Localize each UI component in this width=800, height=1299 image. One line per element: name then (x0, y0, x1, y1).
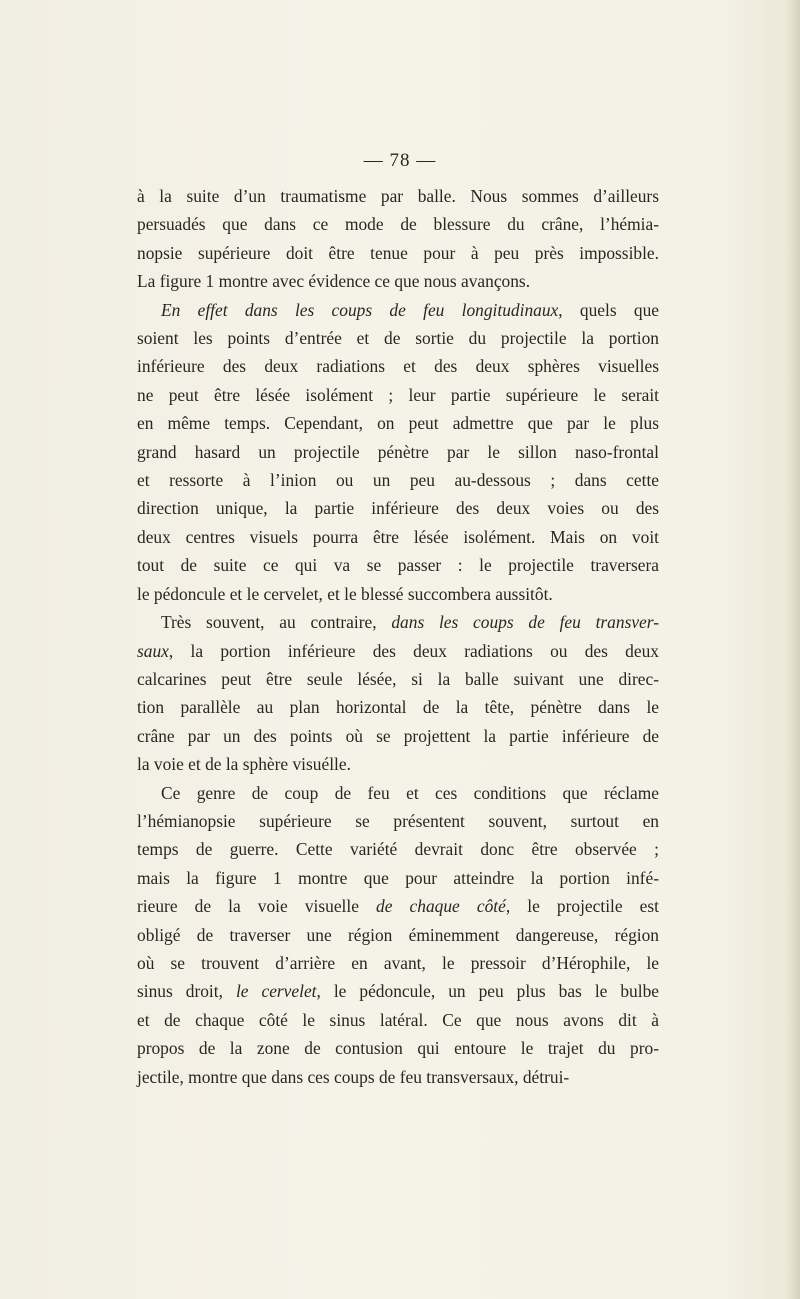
text-line (137, 1034, 659, 1062)
text-segment: obligé de traverser une région éminemment dangereuse, région (137, 924, 659, 945)
text-segment: La figure 1 montre avec évidence ce que nous avançons. (137, 271, 531, 292)
text-line (137, 892, 659, 920)
text-segment: , le pédoncule, un peu plus bas le bulbe (316, 981, 659, 1002)
text-line (137, 637, 659, 665)
text-line (137, 921, 659, 949)
text-line (137, 182, 659, 210)
text-line (137, 608, 659, 636)
text-line (137, 324, 659, 352)
text-segment: jectile, montre que dans ces coups de feu transversaux, détrui- (137, 1066, 570, 1087)
text-segment: mais la figure 1 montre que pour atteindre la portion infé- (137, 867, 659, 888)
italic-text: saux (137, 640, 169, 661)
text-line (137, 296, 659, 324)
text-line (137, 750, 659, 778)
text-segment: crâne par un des points où se projettent la partie inférieure de (137, 725, 659, 746)
text-segment: à la suite d’un traumatisme par balle. Nous sommes d’ailleurs (137, 186, 659, 206)
text-segment: grand hasard un projectile pénètre par le sillon naso-frontal (137, 441, 659, 462)
text-line (137, 352, 659, 380)
italic-text: de chaque côté (376, 896, 506, 917)
text-segment: propos de la zone de contusion qui entoure le trajet du pro- (137, 1038, 659, 1059)
text-segment: calcarines peut être seule lésée, si la balle suivant une direc- (137, 668, 659, 689)
text-line (137, 1063, 659, 1091)
text-line (137, 835, 659, 863)
text-segment: sinus droit, (137, 981, 236, 1002)
paragraph (137, 608, 659, 778)
text-segment: ne peut être lésée isolément ; leur partie supérieure le serait (137, 384, 659, 405)
text-segment: Très souvent, au contraire, (161, 612, 392, 633)
text-segment: nopsie supérieure doit être tenue pour à peu près impossible. (137, 242, 659, 263)
text-segment: tion parallèle au plan horizontal de la tête, pénètre dans le (137, 697, 659, 718)
paragraph (137, 182, 659, 296)
text-line (137, 949, 659, 977)
text-line (137, 409, 659, 437)
text-line (137, 807, 659, 835)
text-segment: en même temps. Cependant, on peut admettre que par le plus (137, 413, 659, 434)
text-segment: , quels que (558, 299, 659, 320)
text-segment: , la portion inférieure des deux radiations ou des deux (168, 640, 659, 661)
italic-text: le cervelet (235, 981, 317, 1002)
text-line (137, 665, 659, 693)
text-line (137, 977, 659, 1005)
text-line (137, 864, 659, 892)
text-segment: inférieure des deux radiations et des deux sphères visuelles (137, 356, 659, 377)
page-edge-shadow (786, 0, 800, 1299)
text-segment: rieure de la voie visuelle (137, 896, 377, 917)
text-segment: temps de guerre. Cette variété devrait donc être observée ; (137, 839, 659, 860)
text-segment: , le projectile est (505, 896, 659, 917)
text-line (137, 494, 659, 522)
body-text (137, 182, 659, 1091)
text-segment: soient les points d’entrée et de sortie du projectile la portion (137, 328, 659, 349)
text-line (137, 551, 659, 579)
italic-text: dans les coups de feu transver- (391, 612, 659, 633)
text-line (137, 381, 659, 409)
text-line (137, 438, 659, 466)
paragraph (137, 296, 659, 608)
text-segment: deux centres visuels pourra être lésée isolément. Mais on voit (137, 526, 659, 547)
text-segment: persuadés que dans ce mode de blessure du crâne, l’hémia- (137, 214, 659, 235)
text-line (137, 580, 659, 608)
text-line (137, 210, 659, 238)
text-segment: et de chaque côté le sinus latéral. Ce que nous avons dit à (137, 1009, 659, 1030)
text-segment: le pédoncule et le cervelet, et le blessé succombera aussitôt. (137, 583, 553, 604)
text-segment: direction unique, la partie inférieure des deux voies ou des (137, 498, 659, 519)
paragraph (137, 779, 659, 1091)
text-segment: l’hémianopsie supérieure se présentent souvent, surtout en (137, 810, 659, 831)
text-segment: où se trouvent d’arrière en avant, le pressoir d’Hérophile, le (137, 952, 659, 973)
text-line (137, 239, 659, 267)
text-line (137, 693, 659, 721)
text-line (137, 523, 659, 551)
italic-text: En effet dans les coups de feu longitudinaux (161, 299, 559, 320)
text-segment: la voie et de la sphère visuélle. (137, 754, 351, 775)
text-segment: Ce genre de coup de feu et ces conditions que réclame (161, 782, 659, 803)
text-segment: et ressorte à l’inion ou un peu au-dessous ; dans cette (137, 470, 659, 491)
text-line (137, 267, 659, 295)
text-line (137, 722, 659, 750)
text-line (137, 779, 659, 807)
text-segment: tout de suite ce qui va se passer : le projectile traversera (137, 555, 659, 576)
text-line (137, 466, 659, 494)
text-line (137, 1006, 659, 1034)
page-number: — 78 — (363, 150, 437, 171)
